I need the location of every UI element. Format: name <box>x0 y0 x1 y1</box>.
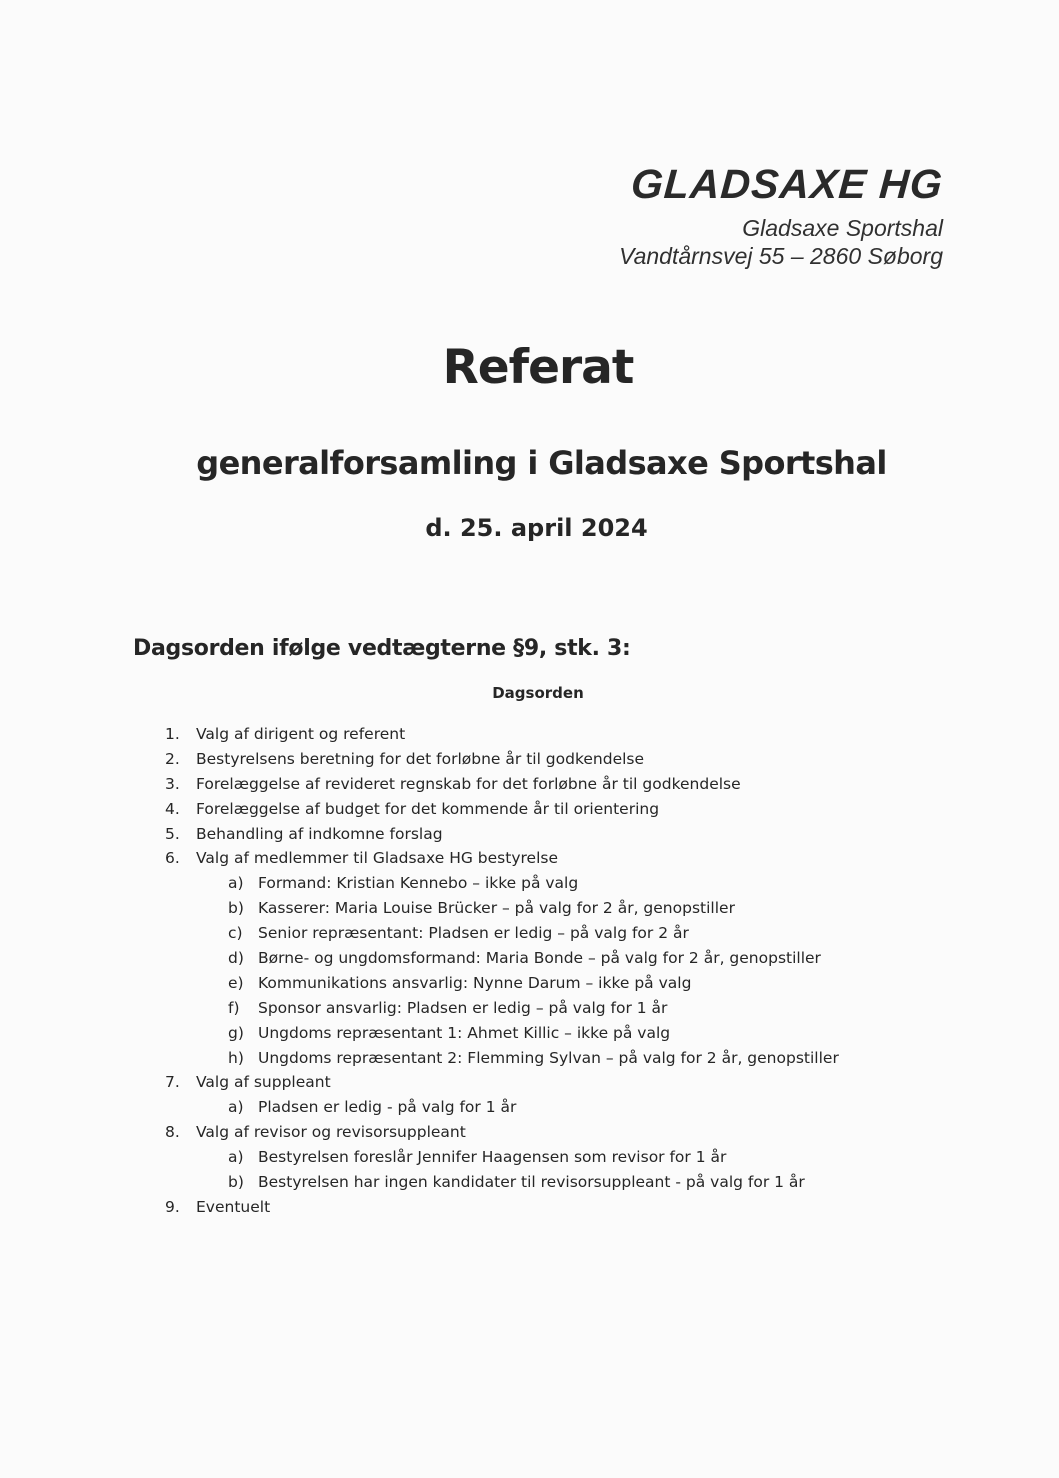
agenda-marker: 4. <box>165 799 180 818</box>
agenda-marker: 7. <box>165 1073 180 1092</box>
agenda-text: Valg af dirigent og referent <box>196 725 406 743</box>
agenda-subitem <box>0 921 1059 946</box>
agenda-text: Sponsor ansvarlig: Pladsen er ledig – på valg for 1 år <box>258 998 668 1017</box>
venue-name: Gladsaxe Sportshal <box>742 215 943 241</box>
agenda-heading: Dagsorden ifølge vedtægterne §9, stk. 3: <box>133 636 631 661</box>
agenda-subitem <box>0 1046 1059 1071</box>
agenda-text: Valg af revisor og revisorsuppleant <box>196 1123 466 1142</box>
agenda-item <box>0 772 1059 797</box>
agenda-text: Behandling af indkomne forslag <box>196 824 443 843</box>
agenda-marker: a) <box>228 1098 244 1117</box>
agenda-text: Børne- og ungdomsformand: Maria Bonde – på valg for 2 år, genopstiller <box>258 949 821 968</box>
agenda-text: Senior repræsentant: Pladsen er ledig – på valg for 2 år <box>258 924 689 943</box>
agenda-marker: d) <box>228 949 244 968</box>
agenda-text: Forelæggelse af revideret regnskab for det forløbne år til godkendelse <box>196 774 741 793</box>
agenda-text: Kommunikations ansvarlig: Nynne Darum – ikke på valg <box>258 973 692 992</box>
agenda-text: Bestyrelsens beretning for det forløbne år til godkendelse <box>196 749 645 768</box>
agenda-marker: b) <box>228 899 244 918</box>
agenda-marker: e) <box>228 973 244 992</box>
agenda-subitem <box>0 1170 1059 1195</box>
agenda-item <box>0 1070 1059 1095</box>
agenda-list <box>0 722 1059 1220</box>
agenda-text: Forelæggelse af budget for det kommende år til orientering <box>196 799 660 818</box>
agenda-text: Kasserer: Maria Louise Brücker – på valg for 2 år, genopstiller <box>258 899 735 918</box>
agenda-subitem <box>0 871 1059 896</box>
agenda-text: Pladsen er ledig - på valg for 1 år <box>258 1098 517 1117</box>
agenda-text: Formand: Kristian Kennebo – ikke på valg <box>258 874 579 893</box>
agenda-marker: f) <box>228 998 240 1017</box>
agenda-text: Bestyrelsen har ingen kandidater til revisorsuppleant - på valg for 1 år <box>258 1173 805 1192</box>
venue-address: Vandtårnsvej 55 – 2860 Søborg <box>619 243 943 269</box>
agenda-item <box>0 722 1059 747</box>
agenda-text: Bestyrelsen foreslår Jennifer Haagensen som revisor for 1 år <box>258 1148 727 1167</box>
document-title: Referat <box>442 340 634 395</box>
agenda-text: Valg af medlemmer til Gladsaxe HG bestyrelse <box>196 849 558 868</box>
meeting-date: d. 25. april 2024 <box>425 514 648 542</box>
agenda-text: Ungdoms repræsentant 1: Ahmet Killic – ikke på valg <box>258 1023 671 1042</box>
agenda-marker: 5. <box>165 824 180 843</box>
agenda-marker: 2. <box>165 749 180 768</box>
org-name: GLADSAXE HG <box>629 161 945 207</box>
agenda-subitem <box>0 1095 1059 1120</box>
agenda-marker: b) <box>228 1173 244 1192</box>
agenda-marker: 1. <box>165 725 180 743</box>
agenda-subitem <box>0 971 1059 996</box>
agenda-subitem <box>0 1021 1059 1046</box>
agenda-subitem <box>0 946 1059 971</box>
agenda-subitem <box>0 896 1059 921</box>
agenda-marker: 8. <box>165 1123 180 1142</box>
agenda-item <box>0 1120 1059 1145</box>
agenda-item <box>0 846 1059 871</box>
agenda-marker: c) <box>228 924 243 943</box>
agenda-marker: g) <box>228 1023 244 1042</box>
agenda-marker: 9. <box>165 1197 180 1216</box>
letterhead <box>619 160 943 270</box>
agenda-item <box>0 797 1059 822</box>
agenda-marker: a) <box>228 874 244 893</box>
agenda-text: Eventuelt <box>196 1197 271 1216</box>
agenda-subitem <box>0 996 1059 1021</box>
agenda-text: Valg af suppleant <box>196 1073 331 1092</box>
agenda-marker: 6. <box>165 849 180 868</box>
document-subtitle: generalforsamling i Gladsaxe Sportshal <box>196 444 887 482</box>
agenda-marker: a) <box>228 1148 244 1167</box>
agenda-marker: h) <box>228 1048 244 1067</box>
agenda-marker: 3. <box>165 774 180 793</box>
agenda-item <box>0 822 1059 847</box>
agenda-text: Ungdoms repræsentant 2: Flemming Sylvan – på valg for 2 år, genopstiller <box>258 1048 839 1067</box>
agenda-label: Dagsorden <box>492 684 584 702</box>
agenda-item <box>0 747 1059 772</box>
agenda-subitem <box>0 1145 1059 1170</box>
agenda-item <box>0 1195 1059 1220</box>
